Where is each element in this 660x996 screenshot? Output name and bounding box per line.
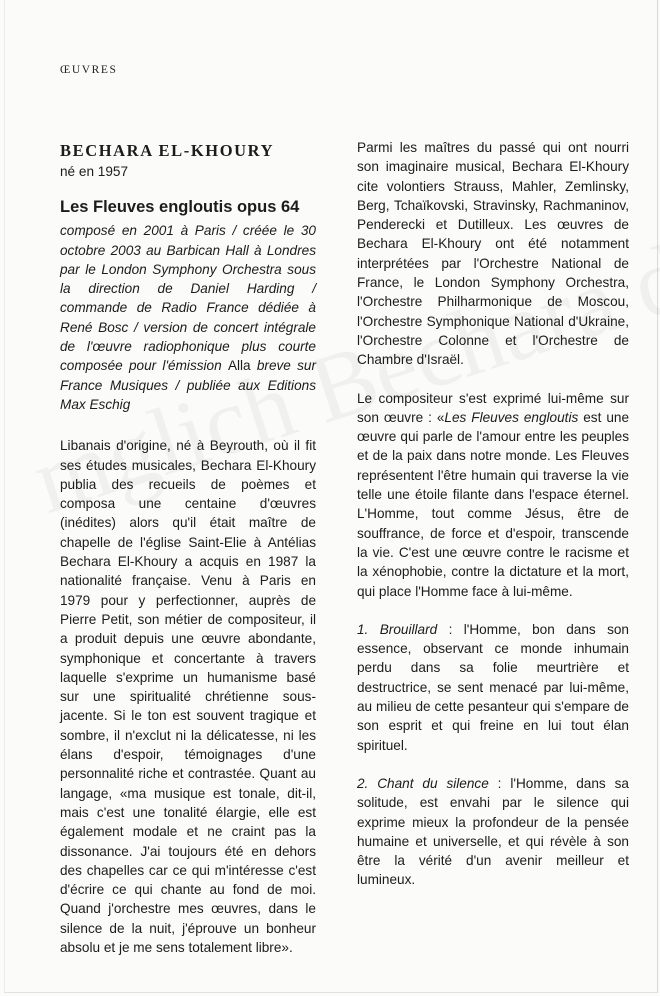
bio-paragraph: Libanais d'origine, né à Beyrouth, où il fit ses études musicales, Bechara El-Khoury publia des recueils de poèmes et composa une centaine d'œuvres (inédites) alors qu'il était maître de chapelle de l'église Saint-Elie à Antélias Bechara El-Khoury a acquis en 1987 la nationalité française. Venu à Paris en 1979 pour y perfectionner, auprès de Pierre Petit, son métier de compositeur, il a produit depuis une œuvre abondante, symphonique et concertante à travers laquelle s'exprime un humanisme basé sur une spiritualité chrétienne sous-jacente. Si le ton est souvent tragique et sombre, il n'exclut ni la délicatesse, ni les élans d'espoir, témoignages d'une personnalité riche et contrastée. Quant au langage, «ma musique est tonale, dit-il, mais c'est une tonalité élargie, elle est également modale et ne craint pas la dissonance. J'ai toujours été en dehors des chapelles car ce qui m'intéresse c'est d'écrire ce qui chante au fond de moi. Quand j'orchestre mes œuvres, dans le silence de la nuit, j'éprouve un bonheur absolu et je me sens totalement libre». [60, 438, 316, 955]
work-details-a: composé en 2001 à Paris / créée le 30 octobre 2003 au Barbican Hall à Londres par le London Symphony Orchestra sous la direction de Daniel Harding / commande de Radio France dédiée à René Bosc / version de concert intégrale de l'œuvre radiophonique plus courte composée pour l'émission [60, 223, 316, 374]
work-details-b: breve sur France Musiques / publiée aux Editions Max Eschig [60, 358, 316, 412]
movement-2 [357, 774, 629, 890]
right-column [357, 138, 629, 909]
statement-body: est une œuvre qui parle de l'amour entre les peuples et de la paix dans notre monde. Les Fleuves représentent l'être humain qui traverse la vie telle une étoile filante dans l'espace éternel. L'Homme, tout comme Jésus, être de souffrance, de force et d'espoir, transcende la vie. C'est une œuvre contre le racisme et la xénophobie, contre la dictature et la mort, qui place l'Homme face à lui-même. [357, 409, 630, 599]
influences-paragraph: Parmi les maîtres du passé qui ont nourri son imaginaire musical, Bechara El-Khoury cite volontiers Strauss, Mahler, Zemlinsky, Berg, Tchaïkovski, Stravinsky, Rachmaninov, Penderecki et Dutilleux. Les œuvres de Bechara El-Khoury ont été notamment interprétées par l'Orchestre National de France, le London Symphony Orchestra, l'Orchestre Philharmonique de Moscou, l'Orchestre Symphonique National d'Ukraine, l'Orchestre Colonne et l'Orchestre de Chambre d'Israël. [357, 140, 629, 368]
statement-lead: Le compositeur s'est exprimé lui-même sur son œuvre : « [357, 390, 629, 425]
statement-paragraph [357, 389, 629, 601]
work-title: Les Fleuves engloutis opus 64 [60, 198, 300, 217]
movement-2-text: : l'Homme, dans sa solitude, est envahi par le silence qui exprime mieux la profondeur de la pensée humaine et universelle, et qui révèle à son être la vérité d'un avenir meilleur et lumineux. [357, 775, 629, 888]
composer-name: BECHARA EL-KHOURY [60, 141, 275, 160]
section-label: ŒUVRES [60, 64, 118, 76]
composer-birth: né en 1957 [60, 164, 129, 179]
left-column [60, 140, 316, 957]
movement-1-title: 1. Brouillard [357, 621, 438, 637]
movement-2-title: 2. Chant du silence [357, 775, 489, 791]
work-details [60, 221, 316, 414]
work-details-alla: Alla [227, 358, 251, 374]
movement-1 [357, 620, 629, 755]
statement-work-name: Les Fleuves engloutis [444, 409, 579, 425]
movement-1-text: : l'Homme, bon dans son essence, observant ce monde inhumain perdu dans sa folie meurtrière et destructrice, se sent menacé par lui-même, au milieu de cette pesanteur qui s'empare de son esprit et qui freine en lui tout élan spirituel. [357, 621, 629, 753]
